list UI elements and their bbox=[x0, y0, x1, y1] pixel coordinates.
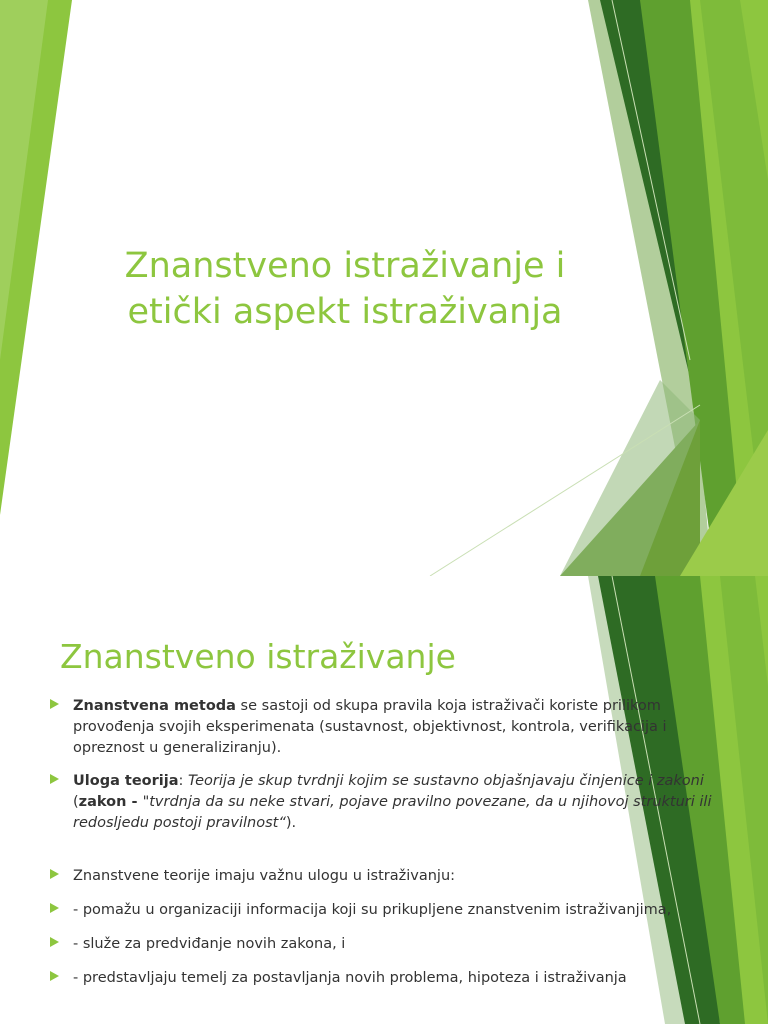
arrow-bullet-icon bbox=[50, 903, 59, 913]
list-item bbox=[50, 866, 740, 887]
list-item bbox=[50, 696, 740, 759]
bullet-text: : bbox=[178, 773, 189, 789]
bullet-list bbox=[50, 696, 740, 989]
slide-title: Znanstveno istraživanje bbox=[60, 637, 456, 676]
list-item bbox=[50, 771, 740, 834]
bullet-text: - predstavljaju temelj za postavljanja novih problema, hipoteza i istraživanja bbox=[73, 970, 627, 986]
arrow-bullet-icon bbox=[50, 699, 59, 709]
list-item bbox=[50, 968, 740, 989]
bullet-text: se sastoji od skupa pravila koja istraživači koriste prilikom provođenja svojih eksperimenata (sustavnost, objektivnost, kontrola, verifikacija i opreznost u generaliziranju). bbox=[73, 698, 667, 756]
slide-title-line1: Znanstveno istraživanje i bbox=[124, 246, 566, 286]
bullet-text: Teorija je skup tvrdnji kojim se sustavno objašnjavaju činjenice i zakoni bbox=[188, 773, 704, 789]
bullet-text: Znanstvene teorije imaju važnu ulogu u istraživanju: bbox=[73, 868, 456, 884]
term-label: Uloga teorija bbox=[73, 773, 179, 789]
term-label: zakon - bbox=[78, 794, 143, 810]
bullet-text: "tvrdnja da su neke stvari, pojave pravilno povezane, da u njihovoj strukturi ili redosljedu postoji pravilnost“ bbox=[73, 794, 712, 831]
slide-title-line2: etički aspekt istraživanja bbox=[127, 292, 563, 332]
list-item bbox=[50, 934, 740, 955]
bullet-text: - služe za predviđanje novih zakona, i bbox=[73, 936, 346, 952]
content-slide bbox=[0, 576, 768, 1024]
arrow-bullet-icon bbox=[50, 869, 59, 879]
arrow-bullet-icon bbox=[50, 937, 59, 947]
slide-title bbox=[0, 243, 690, 335]
arrow-bullet-icon bbox=[50, 971, 59, 981]
arrow-bullet-icon bbox=[50, 774, 59, 784]
list-item bbox=[50, 900, 740, 921]
bullet-text: ). bbox=[285, 815, 297, 831]
bullet-text: ( bbox=[73, 794, 79, 810]
term-label: Znanstvena metoda bbox=[73, 698, 236, 714]
bullet-text: - pomažu u organizaciji informacija koji su prikupljene znanstvenim istraživanjima, bbox=[73, 902, 672, 918]
